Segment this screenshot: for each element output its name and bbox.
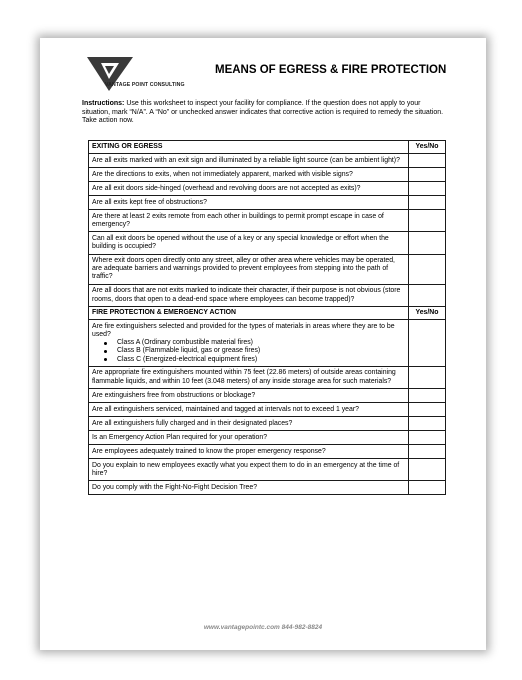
question-text: Are all doors that are not exits marked to indicate their character, if their purpose is not obvious (store rooms, doors that open to a dead-end space where employees can become trapped)?: [89, 284, 409, 306]
question-text: Do you explain to new employees exactly what you expect them to do in an emergency at the time of hire?: [89, 459, 409, 481]
table-row: [89, 389, 446, 403]
answer-cell[interactable]: [409, 389, 446, 403]
extinguisher-class-list: [92, 339, 404, 364]
answer-cell[interactable]: [409, 459, 446, 481]
checklist-table: [88, 140, 446, 495]
question-text: Are all exits kept free of obstructions?: [89, 196, 409, 210]
answer-cell[interactable]: [409, 481, 446, 495]
table-row: [89, 481, 446, 495]
table-row: [89, 182, 446, 196]
company-logo: [87, 53, 185, 93]
section-heading: EXITING OR EGRESS: [89, 141, 409, 154]
question-text: Are all exit doors side-hinged (overhead and revolving doors are not accepted as exits)?: [89, 182, 409, 196]
page-title: MEANS OF EGRESS & FIRE PROTECTION: [215, 64, 447, 76]
table-row: [89, 232, 446, 254]
table-row: [89, 417, 446, 431]
instructions-text: Use this worksheet to inspect your facility for compliance. If the question does not apply to your situation, mark “N/A”. A “No” or unchecked answer indicates that corrective action is required to remedy the situation. Take action now.: [82, 100, 444, 124]
question-text: Are all extinguishers fully charged and in their designated places?: [89, 417, 409, 431]
section-header-row: [89, 307, 446, 320]
logo-text: VANTAGE POINT CONSULTING: [105, 82, 185, 88]
question-text: Are appropriate fire extinguishers mounted within 75 feet (22.86 meters) of outside areas containing flammable liquids, and within 10 feet (3.048 meters) of any inside storage area for such materials?: [89, 367, 409, 389]
question-text: Do you comply with the Fight-No-Fight Decision Tree?: [89, 481, 409, 495]
answer-cell[interactable]: [409, 367, 446, 389]
question-text: Is an Emergency Action Plan required for your operation?: [89, 431, 409, 445]
answer-cell[interactable]: [409, 196, 446, 210]
question-text: Where exit doors open directly onto any street, alley or other area where vehicles may be operated, are adequate barriers and warnings provided to prevent employees from stepping into the path of traffic?: [89, 254, 409, 284]
question-text: Are the directions to exits, when not immediately apparent, marked with visible signs?: [89, 168, 409, 182]
table-row: [89, 403, 446, 417]
list-item: Class C (Energized-electrical equipment fires): [117, 356, 404, 364]
answer-cell[interactable]: [409, 168, 446, 182]
table-row: [89, 210, 446, 232]
answer-cell[interactable]: [409, 210, 446, 232]
question-text: Are there at least 2 exits remote from each other in buildings to permit prompt escape in case of emergency?: [89, 210, 409, 232]
answer-cell[interactable]: [409, 320, 446, 367]
answer-column-header: Yes/No: [409, 307, 446, 320]
answer-column-header: Yes/No: [409, 141, 446, 154]
answer-cell[interactable]: [409, 403, 446, 417]
question-text: Are all exits marked with an exit sign and illuminated by a reliable light source (can be ambient light)?: [89, 154, 409, 168]
table-row: [89, 154, 446, 168]
section-header-row: [89, 141, 446, 154]
answer-cell[interactable]: [409, 445, 446, 459]
instructions: [82, 100, 448, 126]
answer-cell[interactable]: [409, 417, 446, 431]
list-item: Class A (Ordinary combustible material fires): [117, 339, 404, 347]
table-row: [89, 196, 446, 210]
table-row: [89, 254, 446, 284]
page-footer[interactable]: www.vantagepointc.com 844-982-8824: [203, 624, 323, 631]
answer-cell[interactable]: [409, 284, 446, 306]
answer-cell[interactable]: [409, 182, 446, 196]
question-text: Are employees adequately trained to know the proper emergency response?: [89, 445, 409, 459]
table-row: [89, 320, 446, 367]
worksheet-page: [40, 38, 486, 650]
question-text: Can all exit doors be opened without the use of a key or any special knowledge or effort when the building is occupied?: [89, 232, 409, 254]
question-text: Are fire extinguishers selected and provided for the types of materials in areas where they are to be used?: [92, 322, 395, 338]
answer-cell[interactable]: [409, 154, 446, 168]
section-heading: FIRE PROTECTION & EMERGENCY ACTION: [89, 307, 409, 320]
table-row: [89, 367, 446, 389]
table-row: [89, 431, 446, 445]
table-row: [89, 168, 446, 182]
table-row: [89, 284, 446, 306]
answer-cell[interactable]: [409, 232, 446, 254]
answer-cell[interactable]: [409, 254, 446, 284]
table-row: [89, 459, 446, 481]
question-text: Are all extinguishers serviced, maintained and tagged at intervals not to exceed 1 year?: [89, 403, 409, 417]
list-item: Class B (Flammable liquid, gas or grease fires): [117, 347, 404, 355]
table-row: [89, 445, 446, 459]
answer-cell[interactable]: [409, 431, 446, 445]
question-cell: [89, 320, 409, 367]
instructions-label: Instructions:: [82, 100, 125, 107]
question-text: Are extinguishers free from obstructions or blockage?: [89, 389, 409, 403]
